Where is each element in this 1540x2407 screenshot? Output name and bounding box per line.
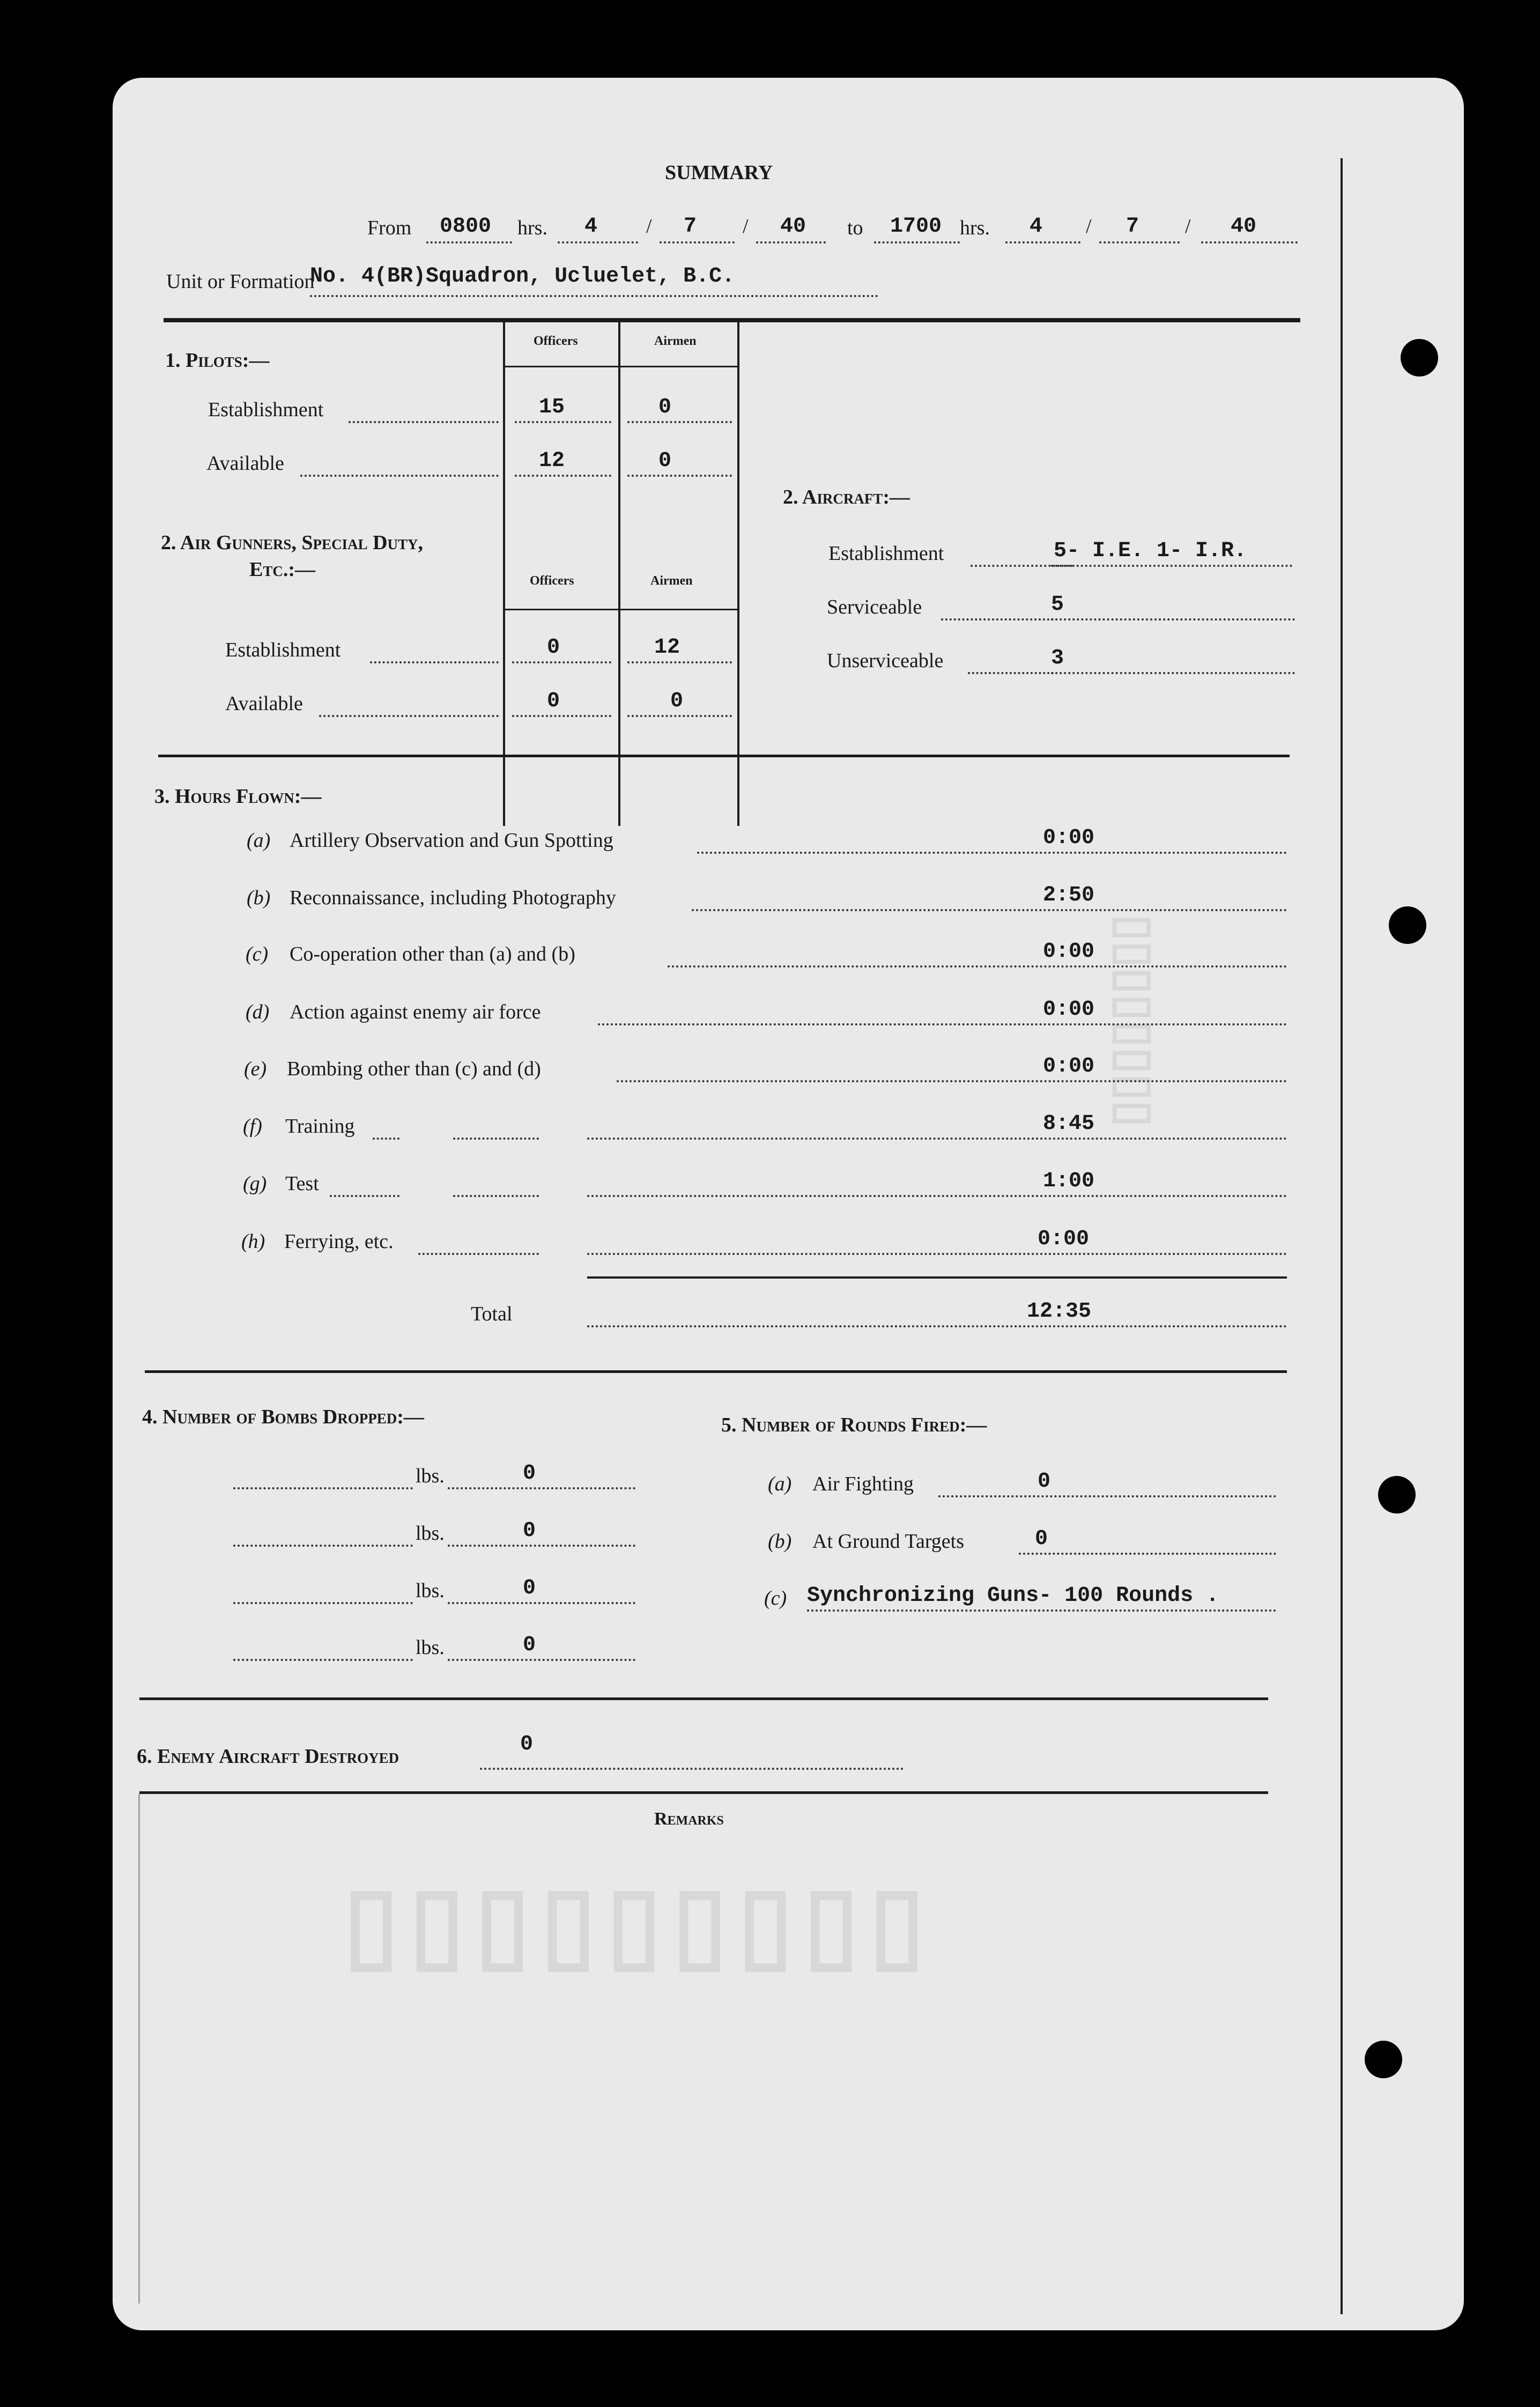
pilots-establishment-airmen: 0 <box>658 395 672 419</box>
pilots-available-officers: 12 <box>539 449 565 473</box>
air-gunners-establishment-label: Establishment <box>225 639 341 661</box>
leader-dots <box>941 618 1054 621</box>
rounds-item-letter: (b) <box>768 1530 792 1553</box>
aircraft-serviceable-label: Serviceable <box>827 596 922 618</box>
leader-dots <box>330 1195 399 1197</box>
right-margin-rule <box>1341 158 1343 2314</box>
hours-item-letter: (e) <box>244 1058 267 1080</box>
unit-label: Unit or Formation <box>166 270 315 293</box>
air-gunners-heading-line1: 2. Air Gunners, Special Duty, <box>161 531 424 554</box>
leader-dots <box>373 1138 399 1140</box>
hrs-label: hrs. <box>517 217 547 239</box>
hours-item-value: 1:00 <box>1043 1169 1095 1193</box>
hours-item-label: Test <box>285 1172 319 1195</box>
bomb-value: 0 <box>523 1576 536 1600</box>
from-time-line <box>426 241 512 243</box>
leader-dots <box>587 1253 1287 1255</box>
enemy-value: 0 <box>520 1732 534 1756</box>
leader-dots <box>587 1195 1287 1197</box>
date-slash: / <box>1086 215 1092 238</box>
hours-item-value: 0:00 <box>1038 1227 1090 1251</box>
cell-line <box>515 475 611 477</box>
hours-item-letter: (g) <box>243 1172 267 1195</box>
hours-item-value: 2:50 <box>1043 883 1095 907</box>
bomb-unit: lbs. <box>416 1465 445 1487</box>
leader-dots <box>968 672 1054 674</box>
to-year: 40 <box>1231 215 1257 239</box>
hours-item-letter: (c) <box>246 943 269 965</box>
page-title: SUMMARY <box>665 161 773 184</box>
bomb-type-line <box>233 1659 413 1661</box>
leader-dots <box>453 1138 539 1140</box>
aircraft-unserviceable-value: 3 <box>1051 646 1064 670</box>
cell-line <box>627 421 732 423</box>
bomb-unit: lbs. <box>416 1522 445 1545</box>
hours-item-value: 0:00 <box>1043 940 1095 964</box>
leader-dots <box>480 1768 904 1770</box>
bleed-through-stamp: ▯▯▯▯▯▯▯▯▯ <box>343 1866 935 1980</box>
bomb-unit: lbs. <box>416 1636 445 1659</box>
pilots-available-airmen: 0 <box>658 449 672 473</box>
hours-item-label: Action against enemy air force <box>290 1001 541 1023</box>
hours-item-letter: (b) <box>247 887 271 909</box>
binder-hole <box>1365 2041 1402 2078</box>
rounds-item-label: At Ground Targets <box>812 1530 965 1553</box>
leader-dots <box>319 715 499 717</box>
leader-dots <box>349 421 499 423</box>
pilots-officers-header: Officers <box>534 334 578 348</box>
pilots-heading: 1. Pilots:— <box>165 349 270 372</box>
pilots-airmen-header: Airmen <box>654 334 697 348</box>
leader-dots <box>418 1253 539 1255</box>
unit-line <box>310 295 878 297</box>
bomb-value: 0 <box>523 1461 536 1486</box>
bomb-value: 0 <box>523 1633 536 1657</box>
rounds-item-value: 0 <box>1038 1470 1051 1494</box>
hours-item-letter: (a) <box>247 829 271 852</box>
to-day-line <box>1005 241 1080 243</box>
hours-flown-heading: 3. Hours Flown:— <box>154 785 322 808</box>
rounds-item-letter: (c) <box>764 1587 787 1609</box>
aircraft-unserviceable-label: Unserviceable <box>827 649 944 672</box>
hours-item-letter: (f) <box>243 1115 262 1138</box>
pilots-establishment-officers: 15 <box>539 395 565 419</box>
total-label: Total <box>471 1303 513 1325</box>
to-month: 7 <box>1126 215 1139 239</box>
hours-item-value: 0:00 <box>1043 1054 1095 1079</box>
binder-hole <box>1378 1476 1416 1513</box>
bomb-value-line <box>448 1487 635 1489</box>
table-rule-left <box>503 322 505 826</box>
header-divider <box>164 318 1300 322</box>
hours-item-letter: (d) <box>246 1001 270 1023</box>
hours-item-value: 0:00 <box>1043 998 1095 1022</box>
hours-item-value: 8:45 <box>1043 1112 1095 1136</box>
bombs-heading: 4. Number of Bombs Dropped:— <box>142 1406 424 1428</box>
bomb-unit: lbs. <box>416 1579 445 1602</box>
form-sheet <box>113 78 1464 2330</box>
hours-item-label: Co-operation other than (a) and (b) <box>290 943 575 965</box>
section-divider <box>145 1370 1287 1373</box>
from-year-line <box>756 241 826 243</box>
air-gunners-available-airmen: 0 <box>670 689 684 713</box>
rounds-item-letter: (a) <box>768 1473 792 1495</box>
from-day-line <box>558 241 638 243</box>
air-gunners-heading-line2: Etc.:— <box>249 558 316 581</box>
cell-line <box>512 715 611 717</box>
hours-item-label: Artillery Observation and Gun Spotting <box>290 829 613 852</box>
enemy-heading: 6. Enemy Aircraft Destroyed <box>137 1745 399 1768</box>
unit-value: No. 4(BR)Squadron, Ucluelet, B.C. <box>310 264 735 289</box>
air-gunners-establishment-airmen: 12 <box>654 636 680 660</box>
from-label: From <box>367 217 412 239</box>
air-gunners-officers-header: Officers <box>530 574 574 588</box>
bomb-type-line <box>233 1487 413 1489</box>
leader-dots <box>1019 1553 1276 1555</box>
bomb-value-line <box>448 1659 635 1661</box>
leader-dots <box>617 1080 1287 1082</box>
cell-line <box>512 661 611 663</box>
value-line <box>1051 565 1292 567</box>
rounds-item-label: Air Fighting <box>812 1473 914 1495</box>
rounds-heading: 5. Number of Rounds Fired:— <box>721 1414 987 1436</box>
aircraft-establishment-value: 5- I.E. 1- I.R. <box>1054 539 1247 563</box>
hours-item-label: Bombing other than (c) and (d) <box>287 1058 541 1080</box>
from-time: 0800 <box>440 215 492 239</box>
to-month-line <box>1099 241 1180 243</box>
leader-dots <box>938 1495 1276 1497</box>
rounds-item-value: 0 <box>1035 1527 1048 1551</box>
bomb-value: 0 <box>523 1519 536 1543</box>
bomb-value-line <box>448 1602 635 1604</box>
from-month: 7 <box>684 215 697 239</box>
from-year: 40 <box>780 215 806 239</box>
aircraft-establishment-label: Establishment <box>828 542 944 565</box>
bomb-type-line <box>233 1602 413 1604</box>
cell-line <box>627 715 732 717</box>
hrs-label: hrs. <box>960 217 990 239</box>
hours-item-value: 0:00 <box>1043 826 1095 850</box>
total-rule <box>587 1276 1287 1279</box>
section-divider <box>139 1697 1268 1700</box>
cell-line <box>627 475 732 477</box>
section-divider <box>139 1791 1268 1794</box>
bomb-value-line <box>448 1545 635 1547</box>
table-header-rule <box>503 366 739 367</box>
remarks-heading: Remarks <box>654 1809 724 1829</box>
bleed-through-vertical: ▯▯▯▯▯▯▯▯ <box>1108 914 1162 1127</box>
leader-dots <box>668 965 1287 968</box>
binder-hole <box>1401 339 1438 376</box>
leader-dots <box>453 1195 539 1197</box>
date-slash: / <box>1185 215 1191 238</box>
value-line <box>1051 672 1295 674</box>
leader-dots <box>692 909 1287 911</box>
to-time: 1700 <box>890 215 942 239</box>
leader-dots <box>697 852 1287 854</box>
to-day: 4 <box>1030 215 1043 239</box>
leader-dots <box>807 1609 1276 1612</box>
aircraft-serviceable-value: 5 <box>1051 593 1064 617</box>
leader-dots <box>370 661 499 663</box>
binder-hole <box>1389 906 1426 944</box>
date-slash: / <box>646 215 652 238</box>
to-time-line <box>874 241 960 243</box>
air-gunners-available-officers: 0 <box>547 689 560 713</box>
air-gunners-available-label: Available <box>225 692 303 715</box>
from-month-line <box>660 241 735 243</box>
hours-item-label: Ferrying, etc. <box>284 1230 394 1253</box>
air-gunners-establishment-officers: 0 <box>547 636 560 660</box>
aircraft-heading: 2. Aircraft:— <box>783 486 910 508</box>
leader-dots <box>300 475 499 477</box>
pilots-establishment-label: Establishment <box>208 398 324 421</box>
table-rule-mid <box>618 322 620 826</box>
section-divider <box>158 755 1290 757</box>
air-gunners-airmen-header: Airmen <box>650 574 693 588</box>
rounds-item-label: Synchronizing Guns- 100 Rounds . <box>807 1584 1219 1608</box>
pilots-available-label: Available <box>206 452 284 475</box>
hours-item-label: Reconnaissance, including Photography <box>290 887 616 909</box>
to-year-line <box>1201 241 1298 243</box>
leader-dots <box>598 1023 1287 1025</box>
bomb-type-line <box>233 1545 413 1547</box>
total-value: 12:35 <box>1027 1300 1092 1324</box>
leader-dots <box>587 1138 1287 1140</box>
left-margin-rule <box>138 1794 140 2303</box>
hours-item-letter: (h) <box>241 1230 265 1253</box>
cell-line <box>627 661 732 663</box>
table-rule-right <box>737 322 739 826</box>
from-day: 4 <box>584 215 598 239</box>
date-slash: / <box>743 215 749 238</box>
leader-dots <box>587 1325 1287 1327</box>
to-label: to <box>847 217 863 239</box>
value-line <box>1051 618 1295 621</box>
cell-line <box>515 421 611 423</box>
hours-item-label: Training <box>285 1115 355 1138</box>
table-header-rule-2 <box>503 609 739 610</box>
